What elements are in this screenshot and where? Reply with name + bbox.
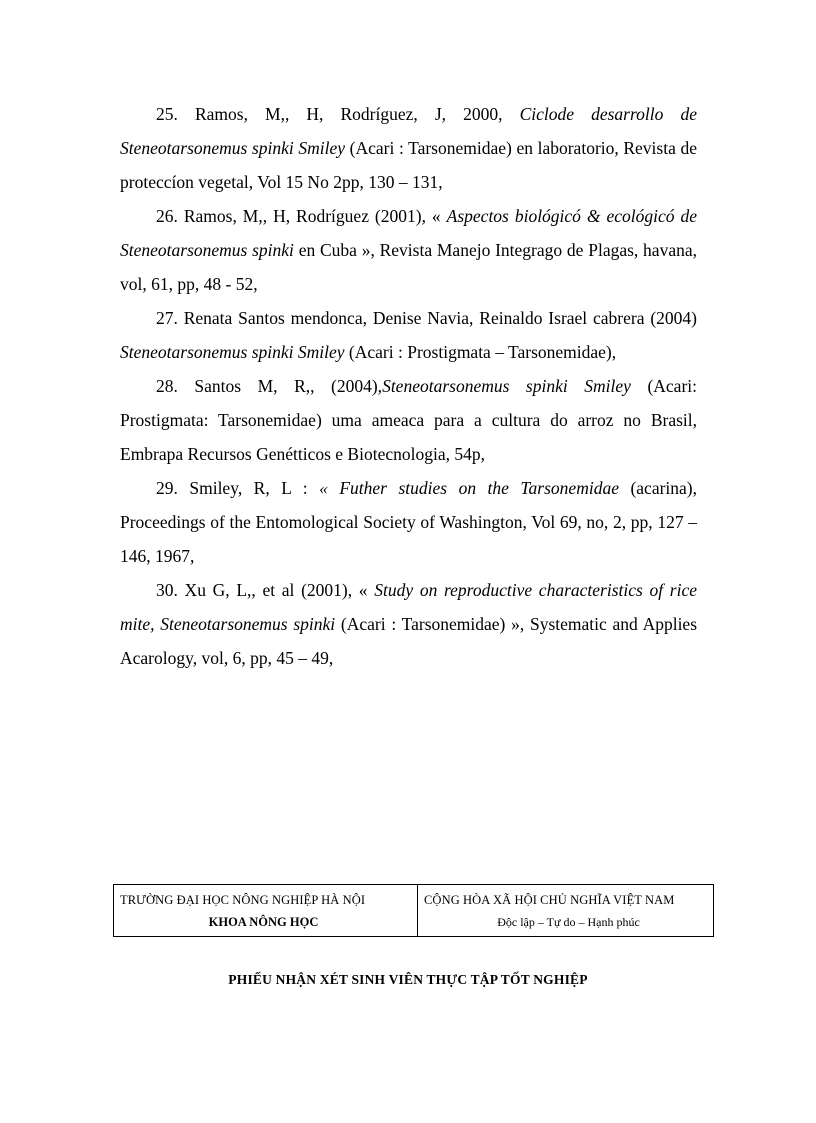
ref-title: Study on reproductive characteristics of rice mite, Steneotarsonemus spinki (120, 580, 697, 634)
reference-25 (120, 97, 697, 199)
reference-30 (120, 573, 697, 675)
ref-text: 27. Renata Santos mendonca, Denise Navia, Reinaldo Israel cabrera (2004) (156, 308, 697, 328)
ref-text: (Acari : Tarsonemidae) en laboratorio, Revista de proteccíon vegetal, Vol 15 No 2pp, 130 – 131, (120, 138, 697, 192)
ref-title: Ciclode desarrollo de Steneotarsonemus spinki Smiley (120, 104, 697, 158)
reference-29 (120, 471, 697, 573)
ref-text: en Cuba », Revista Manejo Integrago de Plagas, havana, vol, 61, pp, 48 - 52, (120, 240, 697, 294)
ref-text: (Acari : Prostigmata – Tarsonemidae), (344, 342, 617, 362)
republic-cell (418, 885, 713, 936)
reference-list (120, 97, 697, 675)
ref-text: (acarina), Proceedings of the Entomological Society of Washington, Vol 69, no, 2, pp, 127 – 146, 1967, (120, 478, 697, 566)
ref-title: Steneotarsonemus spinki Smiley (120, 342, 345, 362)
reference-28 (120, 369, 697, 471)
reference-27 (120, 301, 697, 369)
ref-text: 25. Ramos, M,, H, Rodríguez, J, 2000, (156, 104, 520, 124)
university-cell (114, 885, 418, 936)
ref-text: 26. Ramos, M,, H, Rodríguez (2001), « (156, 206, 447, 226)
form-header-table (113, 884, 714, 937)
ref-text: 30. Xu G, L,, et al (2001), « (156, 580, 375, 600)
form-title: PHIẾU NHẬN XÉT SINH VIÊN THỰC TẬP TỐT NGHIỆP (228, 972, 588, 987)
ref-text: 29. Smiley, R, L : (156, 478, 320, 498)
ref-text: 28. Santos M, R,, (2004), (156, 376, 383, 396)
ref-title: Steneotarsonemus spinki Smiley (382, 376, 631, 396)
university-name: TRƯỜNG ĐẠI HỌC NÔNG NGHIỆP HÀ NỘI (120, 893, 366, 907)
ref-text: (Acari: Prostigmata: Tarsonemidae) uma ameaca para a cultura do arroz no Brasil, Embrapa Recursos Genétticos e Biotecnologia, 54p, (120, 376, 698, 464)
faculty-name: KHOA NÔNG HỌC (208, 915, 319, 929)
ref-title: « Futher studies on the Tarsonemidae (319, 478, 619, 498)
national-motto: Độc lập – Tự do – Hạnh phúc (497, 915, 640, 929)
republic-name: CỘNG HÒA XÃ HỘI CHỦ NGHĨA VIỆT NAM (424, 893, 675, 907)
ref-text: (Acari : Tarsonemidae) », Systematic and Applies Acarology, vol, 6, pp, 45 – 49, (120, 614, 698, 668)
ref-title: Aspectos biológicó & ecológicó de Steneotarsonemus spinki (120, 206, 697, 260)
reference-26 (120, 199, 697, 301)
